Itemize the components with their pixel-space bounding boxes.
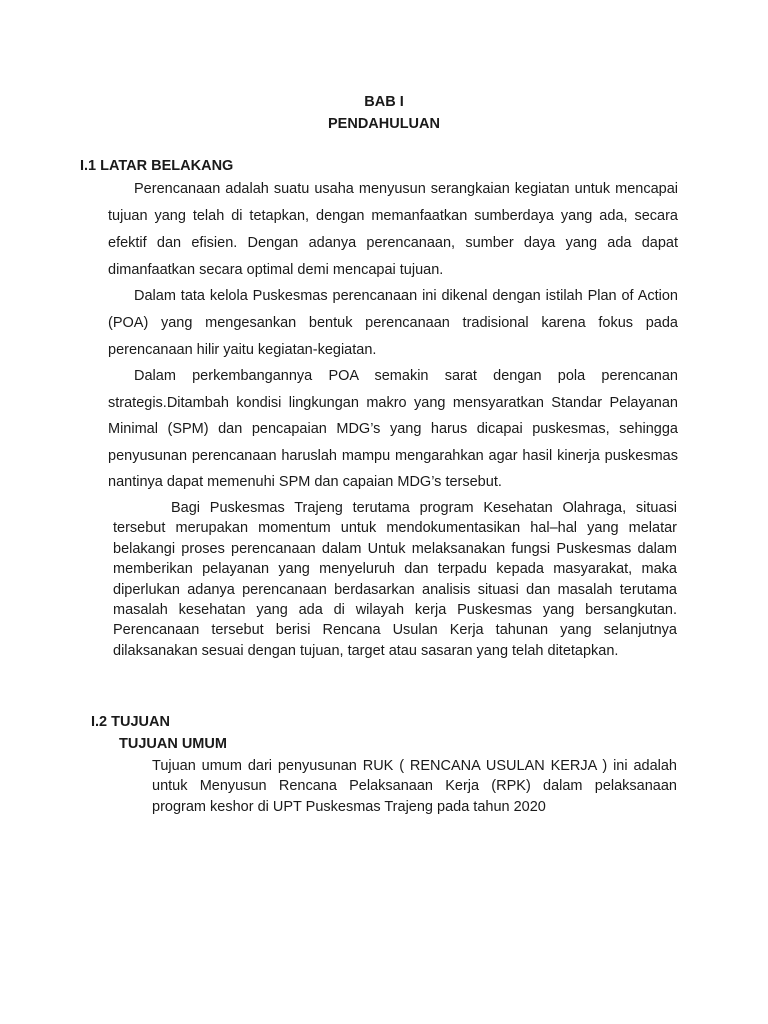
chapter-label: BAB I <box>364 94 404 110</box>
section-heading-latar-belakang: I.1 LATAR BELAKANG <box>80 158 234 174</box>
subheading-tujuan-umum: TUJUAN UMUM <box>119 736 227 752</box>
chapter-title: PENDAHULUAN <box>328 116 440 132</box>
section-heading-tujuan: I.2 TUJUAN <box>91 714 170 730</box>
paragraph-perkembangan-poa: Dalam perkembangannya POA semakin sarat dengan pola perencanan strategis.Ditambah kondisi lingkungan makro yang mensyaratkan Standar Pelayanan Minimal (SPM) dan pencapaian MDG’s yang harus dicapai puskesmas, sehingga penyusunan perencanaan haruslah mampu mengarahkan agar hasil kinerja puskesmas nantinya dapat memenuhi SPM dan capaian MDG’s tersebut. <box>108 368 678 490</box>
paragraph-tata-kelola: Dalam tata kelola Puskesmas perencanaan ini dikenal dengan istilah Plan of Action (POA) yang mengesankan bentuk perencanaan tradisional karena fokus pada perencanaan hilir yaitu kegiatan-kegiatan. <box>108 288 678 358</box>
paragraph-tujuan-umum: Tujuan umum dari penyusunan RUK ( RENCANA USULAN KERJA ) ini adalah untuk Menyusun Rencana Pelaksanaan Kerja (RPK) dalam pelaksanaan program keshor di UPT Puskesmas Trajeng pada tahun 2020 <box>152 758 677 815</box>
paragraph-perencanaan: Perencanaan adalah suatu usaha menyusun serangkaian kegiatan untuk mencapai tujuan yang telah di tetapkan, dengan memanfaatkan sumberdaya yang ada, secara efektif dan efisien. Dengan adanya perencanaan, sumber daya yang ada dapat dimanfaatkan secara optimal demi mencapai tujuan. <box>108 181 678 278</box>
paragraph-puskesmas-trajeng: Bagi Puskesmas Trajeng terutama program Kesehatan Olahraga, situasi tersebut merupakan momentum untuk mendokumentasikan hal–hal yang melatar belakangi proses perencanaan dalam Untuk melaksanakan fungsi Puskesmas dalam memberikan pelayanan yang menyeluruh dan terpadu kepada masyarakat, maka diperlukan adanya perencanaan berdasarkan analisis situasi dan masalah terutama masalah kesehatan yang ada di wilayah kerja Puskesmas yang bersangkutan. Perencanaan tersebut berisi Rencana Usulan Kerja tahunan yang selanjutnya dilaksanakan sesuai dengan tujuan, target atau sasaran yang telah ditetapkan. <box>113 500 677 659</box>
